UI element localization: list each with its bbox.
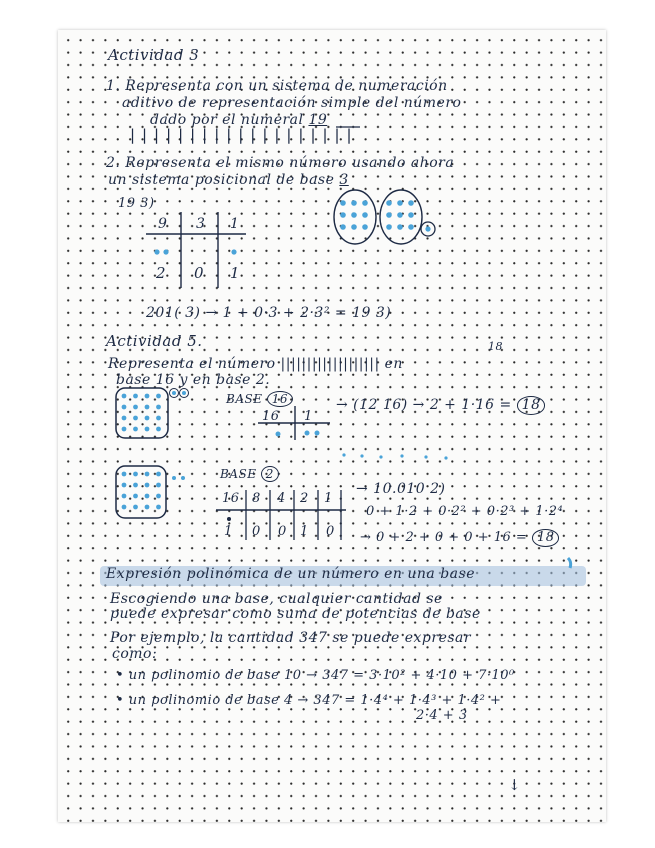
section-p2: puede expresar como suma de potencias de base bbox=[110, 606, 481, 622]
table-header-3: 3 bbox=[196, 216, 206, 232]
base2-total: 18 bbox=[532, 529, 560, 547]
base2-digit-1b: 1 bbox=[300, 524, 309, 539]
continue-arrow: ↓ bbox=[508, 776, 522, 794]
base2-digit-1a: 1 bbox=[224, 524, 233, 539]
base2-header-16: 16 bbox=[222, 491, 240, 506]
base2-result-line3 bbox=[360, 529, 559, 547]
base16-total: 18 bbox=[517, 396, 546, 415]
section-p1: Escogiendo una base, cualquier cantidad se bbox=[110, 591, 443, 607]
activity5-line1: Representa el número ||||||||||||||||||| en bbox=[108, 356, 403, 372]
base16-header-16: 16 bbox=[262, 409, 280, 424]
number-label: 19 3) bbox=[118, 196, 155, 211]
item1-numeral: 19 bbox=[308, 112, 328, 128]
tally-19: ||||||||||||||||||| bbox=[128, 126, 357, 144]
activity5-title: Actividad 5. bbox=[106, 332, 203, 350]
tally-count-18: 18 bbox=[488, 340, 503, 353]
base16-label-text: BASE bbox=[226, 392, 263, 406]
base16-result bbox=[336, 396, 545, 415]
base2-header-4: 4 bbox=[277, 491, 286, 506]
base2-digit-0a: 0 bbox=[252, 524, 261, 539]
item1-text: dado por el numeral bbox=[150, 112, 309, 128]
activity5-line2: base 16 y en base 2. bbox=[116, 372, 271, 388]
section-p3: Por ejemplo, la cantidad 347 se puede expresar bbox=[110, 630, 472, 646]
table-digit-2: 2 bbox=[156, 264, 167, 282]
base2-result-line2: 0 + 1·2 + 0·2² + 0·2³ + 1·2⁴ bbox=[366, 504, 564, 519]
table-digit-0: 0 bbox=[194, 264, 205, 282]
base2-digit-0c: 0 bbox=[326, 524, 335, 539]
section-p4: como: bbox=[112, 646, 158, 662]
table-digit-1: 1 bbox=[230, 264, 241, 282]
bullet-base4: • un polinomio de base 4 → 347 = 1·4⁴ + 1·4³ + 1·4² + bbox=[116, 693, 502, 708]
base16-result-text: → (12 16) → 2 + 1·16 = bbox=[336, 397, 517, 413]
base2-header-1: 1 bbox=[324, 491, 333, 506]
base2-digit-0b: 0 bbox=[278, 524, 287, 539]
base16-circled: 16 bbox=[267, 391, 293, 407]
base2-label bbox=[220, 466, 279, 482]
base2-circled: 2 bbox=[261, 466, 279, 482]
activity3-item2-line1: 2. Representa el mismo número usando ahora bbox=[106, 155, 455, 171]
base2-header-2: 2 bbox=[300, 491, 309, 506]
activity3-item1-line2: aditivo de representación simple del número bbox=[122, 95, 462, 111]
base16-label bbox=[226, 391, 293, 407]
table-header-9: 9 bbox=[158, 216, 168, 232]
section-heading: Expresión polinómica de un número en una base bbox=[106, 566, 475, 582]
bullet-base10: • un polinomio de base 10 → 347 = 3·10² + 4·10 + 7·10⁰ bbox=[116, 668, 515, 683]
table-header-1: 1 bbox=[230, 216, 240, 232]
activity3-item2-line2 bbox=[108, 172, 349, 188]
base2-result-line1: → 10.010 2) bbox=[356, 481, 446, 497]
item2-base: 3 bbox=[339, 172, 349, 188]
item2-text: un sistema posicional de base bbox=[108, 172, 340, 188]
conversion-base3: 201( 3) → 1 + 0·3 + 2·3² = 19 3) bbox=[146, 305, 392, 321]
bullet-base4-cont: 2·4 + 3 bbox=[416, 708, 468, 723]
base2-result-line3-text: → 0 + 2 + 0 + 0 + 16 = bbox=[360, 530, 532, 545]
base2-label-text: BASE bbox=[220, 467, 257, 481]
base2-header-8: 8 bbox=[252, 491, 261, 506]
base16-header-1: 1 bbox=[304, 409, 313, 424]
activity3-title: Actividad 3 bbox=[108, 46, 200, 64]
activity3-item1-line1: 1. Representa con un sistema de numeración bbox=[106, 78, 448, 94]
